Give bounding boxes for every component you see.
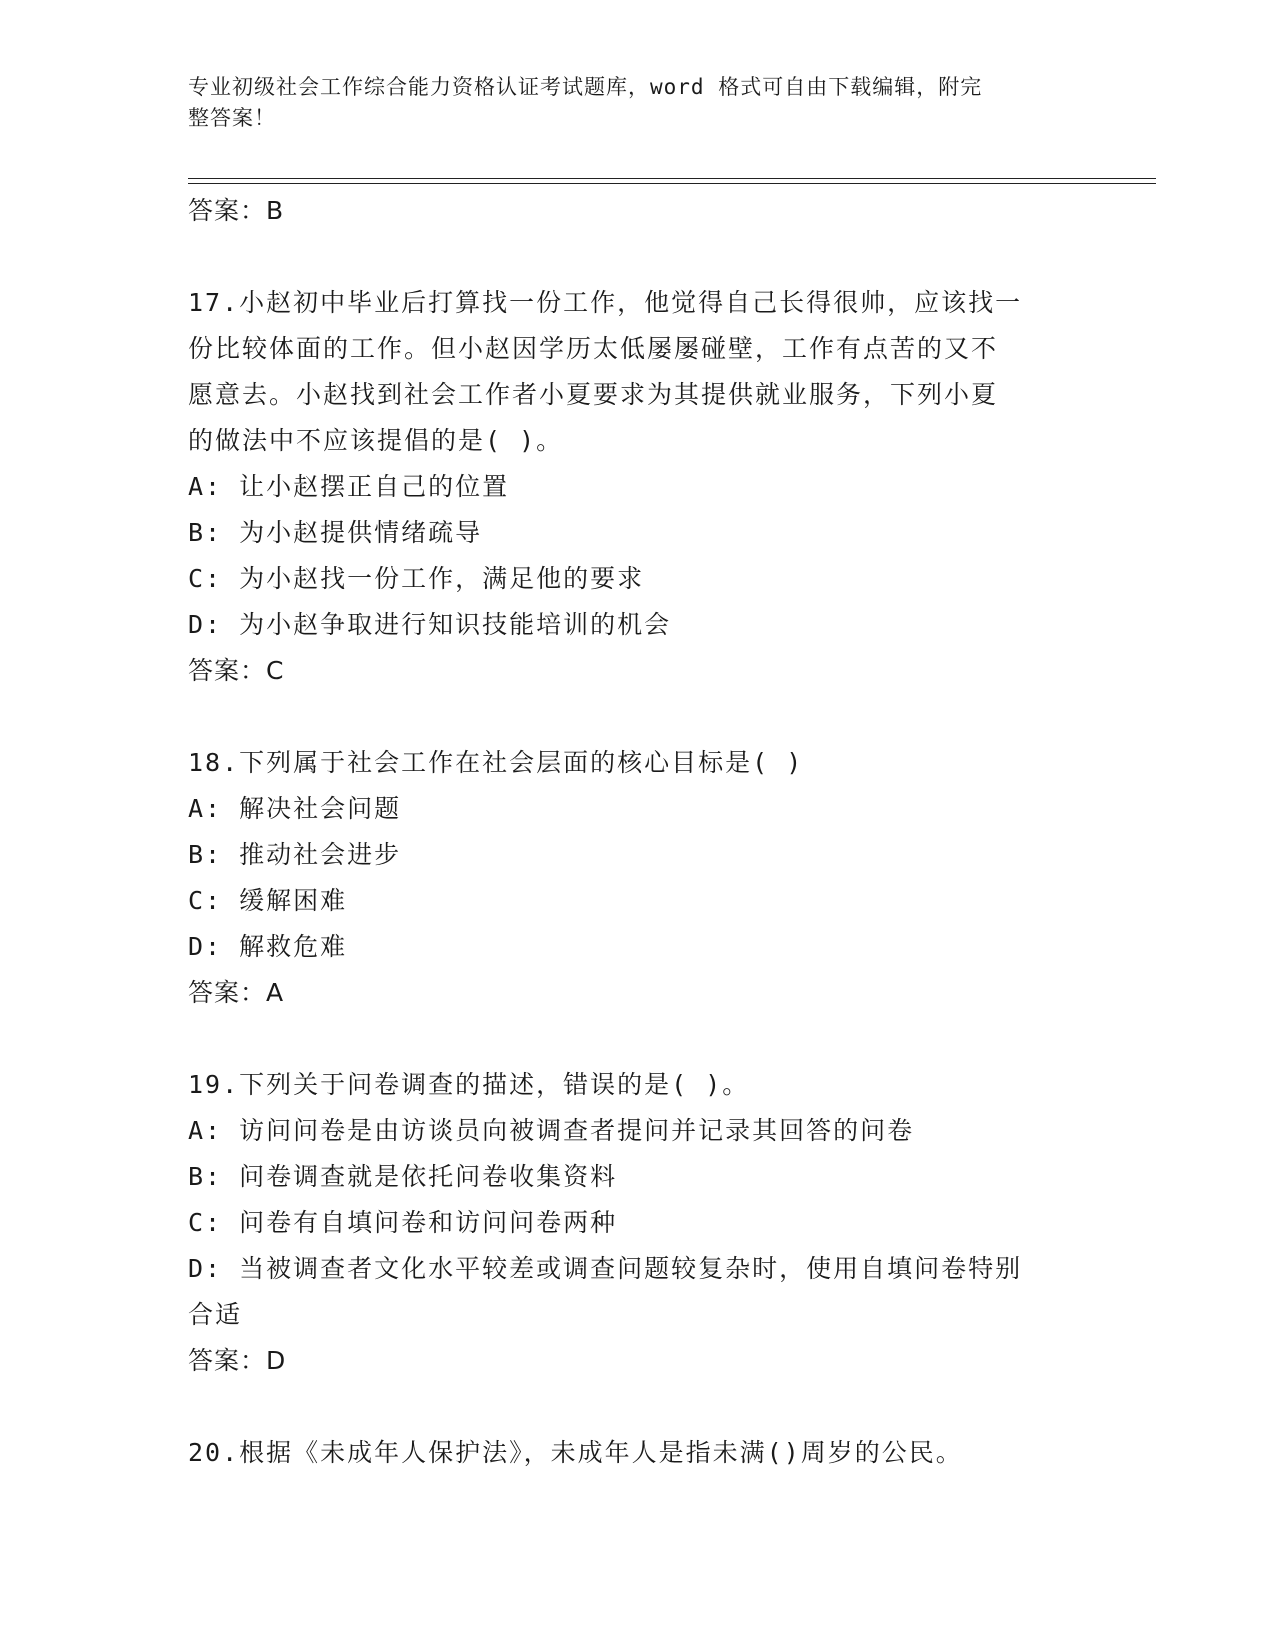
question-text-line: 份比较体面的工作。但小赵因学历太低屡屡碰壁，工作有点苦的又不 — [188, 334, 999, 363]
option-d: D: 当被调查者文化水平较差或调查问题较复杂时，使用自填问卷特别 — [188, 1254, 1023, 1283]
option-d-continued: 合适 — [188, 1300, 243, 1329]
spacer — [188, 694, 1088, 740]
answer-label: 答案：C — [188, 656, 285, 685]
spacer — [188, 234, 1088, 280]
header-line-1: 专业初级社会工作综合能力资格认证考试题库，word 格式可自由下载编辑，附完 — [188, 75, 983, 99]
question-text-line: 愿意去。小赵找到社会工作者小夏要求为其提供就业服务，下列小夏 — [188, 380, 999, 409]
question-18 — [188, 740, 1088, 1016]
header-divider-bottom — [188, 183, 1156, 184]
question-19 — [188, 1062, 1088, 1384]
option-d: D: 为小赵争取进行知识技能培训的机会 — [188, 610, 672, 639]
option-a: A: 访问问卷是由访谈员向被调查者提问并记录其回答的问卷 — [188, 1116, 915, 1145]
option-d: D: 解救危难 — [188, 932, 348, 961]
question-text-line: 17.小赵初中毕业后打算找一份工作，他觉得自己长得很帅，应该找一 — [188, 288, 1023, 317]
question-20 — [188, 1430, 1088, 1476]
spacer — [188, 1384, 1088, 1430]
header-line-2: 整答案！ — [188, 106, 276, 130]
option-a: A: 解决社会问题 — [188, 794, 402, 823]
document-body — [188, 188, 1088, 1476]
question-text-line: 20.根据《未成年人保护法》，未成年人是指未满()周岁的公民。 — [188, 1438, 963, 1467]
question-17 — [188, 280, 1088, 694]
answer-label: 答案：A — [188, 978, 285, 1007]
question-text-line: 的做法中不应该提倡的是( )。 — [188, 426, 564, 455]
option-b: B: 问卷调查就是依托问卷收集资料 — [188, 1162, 618, 1191]
option-b: B: 推动社会进步 — [188, 840, 402, 869]
option-a: A: 让小赵摆正自己的位置 — [188, 472, 510, 501]
option-c: C: 缓解困难 — [188, 886, 348, 915]
page-header — [188, 72, 1068, 134]
spacer — [188, 1016, 1088, 1062]
option-b: B: 为小赵提供情绪疏导 — [188, 518, 483, 547]
question-text-line: 18.下列属于社会工作在社会层面的核心目标是( ) — [188, 748, 804, 777]
option-c: C: 为小赵找一份工作，满足他的要求 — [188, 564, 645, 593]
option-c: C: 问卷有自填问卷和访问问卷两种 — [188, 1208, 618, 1237]
question-text-line: 19.下列关于问卷调查的描述，错误的是( )。 — [188, 1070, 750, 1099]
previous-answer: 答案：B — [188, 196, 285, 225]
header-divider-top — [188, 178, 1156, 179]
answer-label: 答案：D — [188, 1346, 287, 1375]
